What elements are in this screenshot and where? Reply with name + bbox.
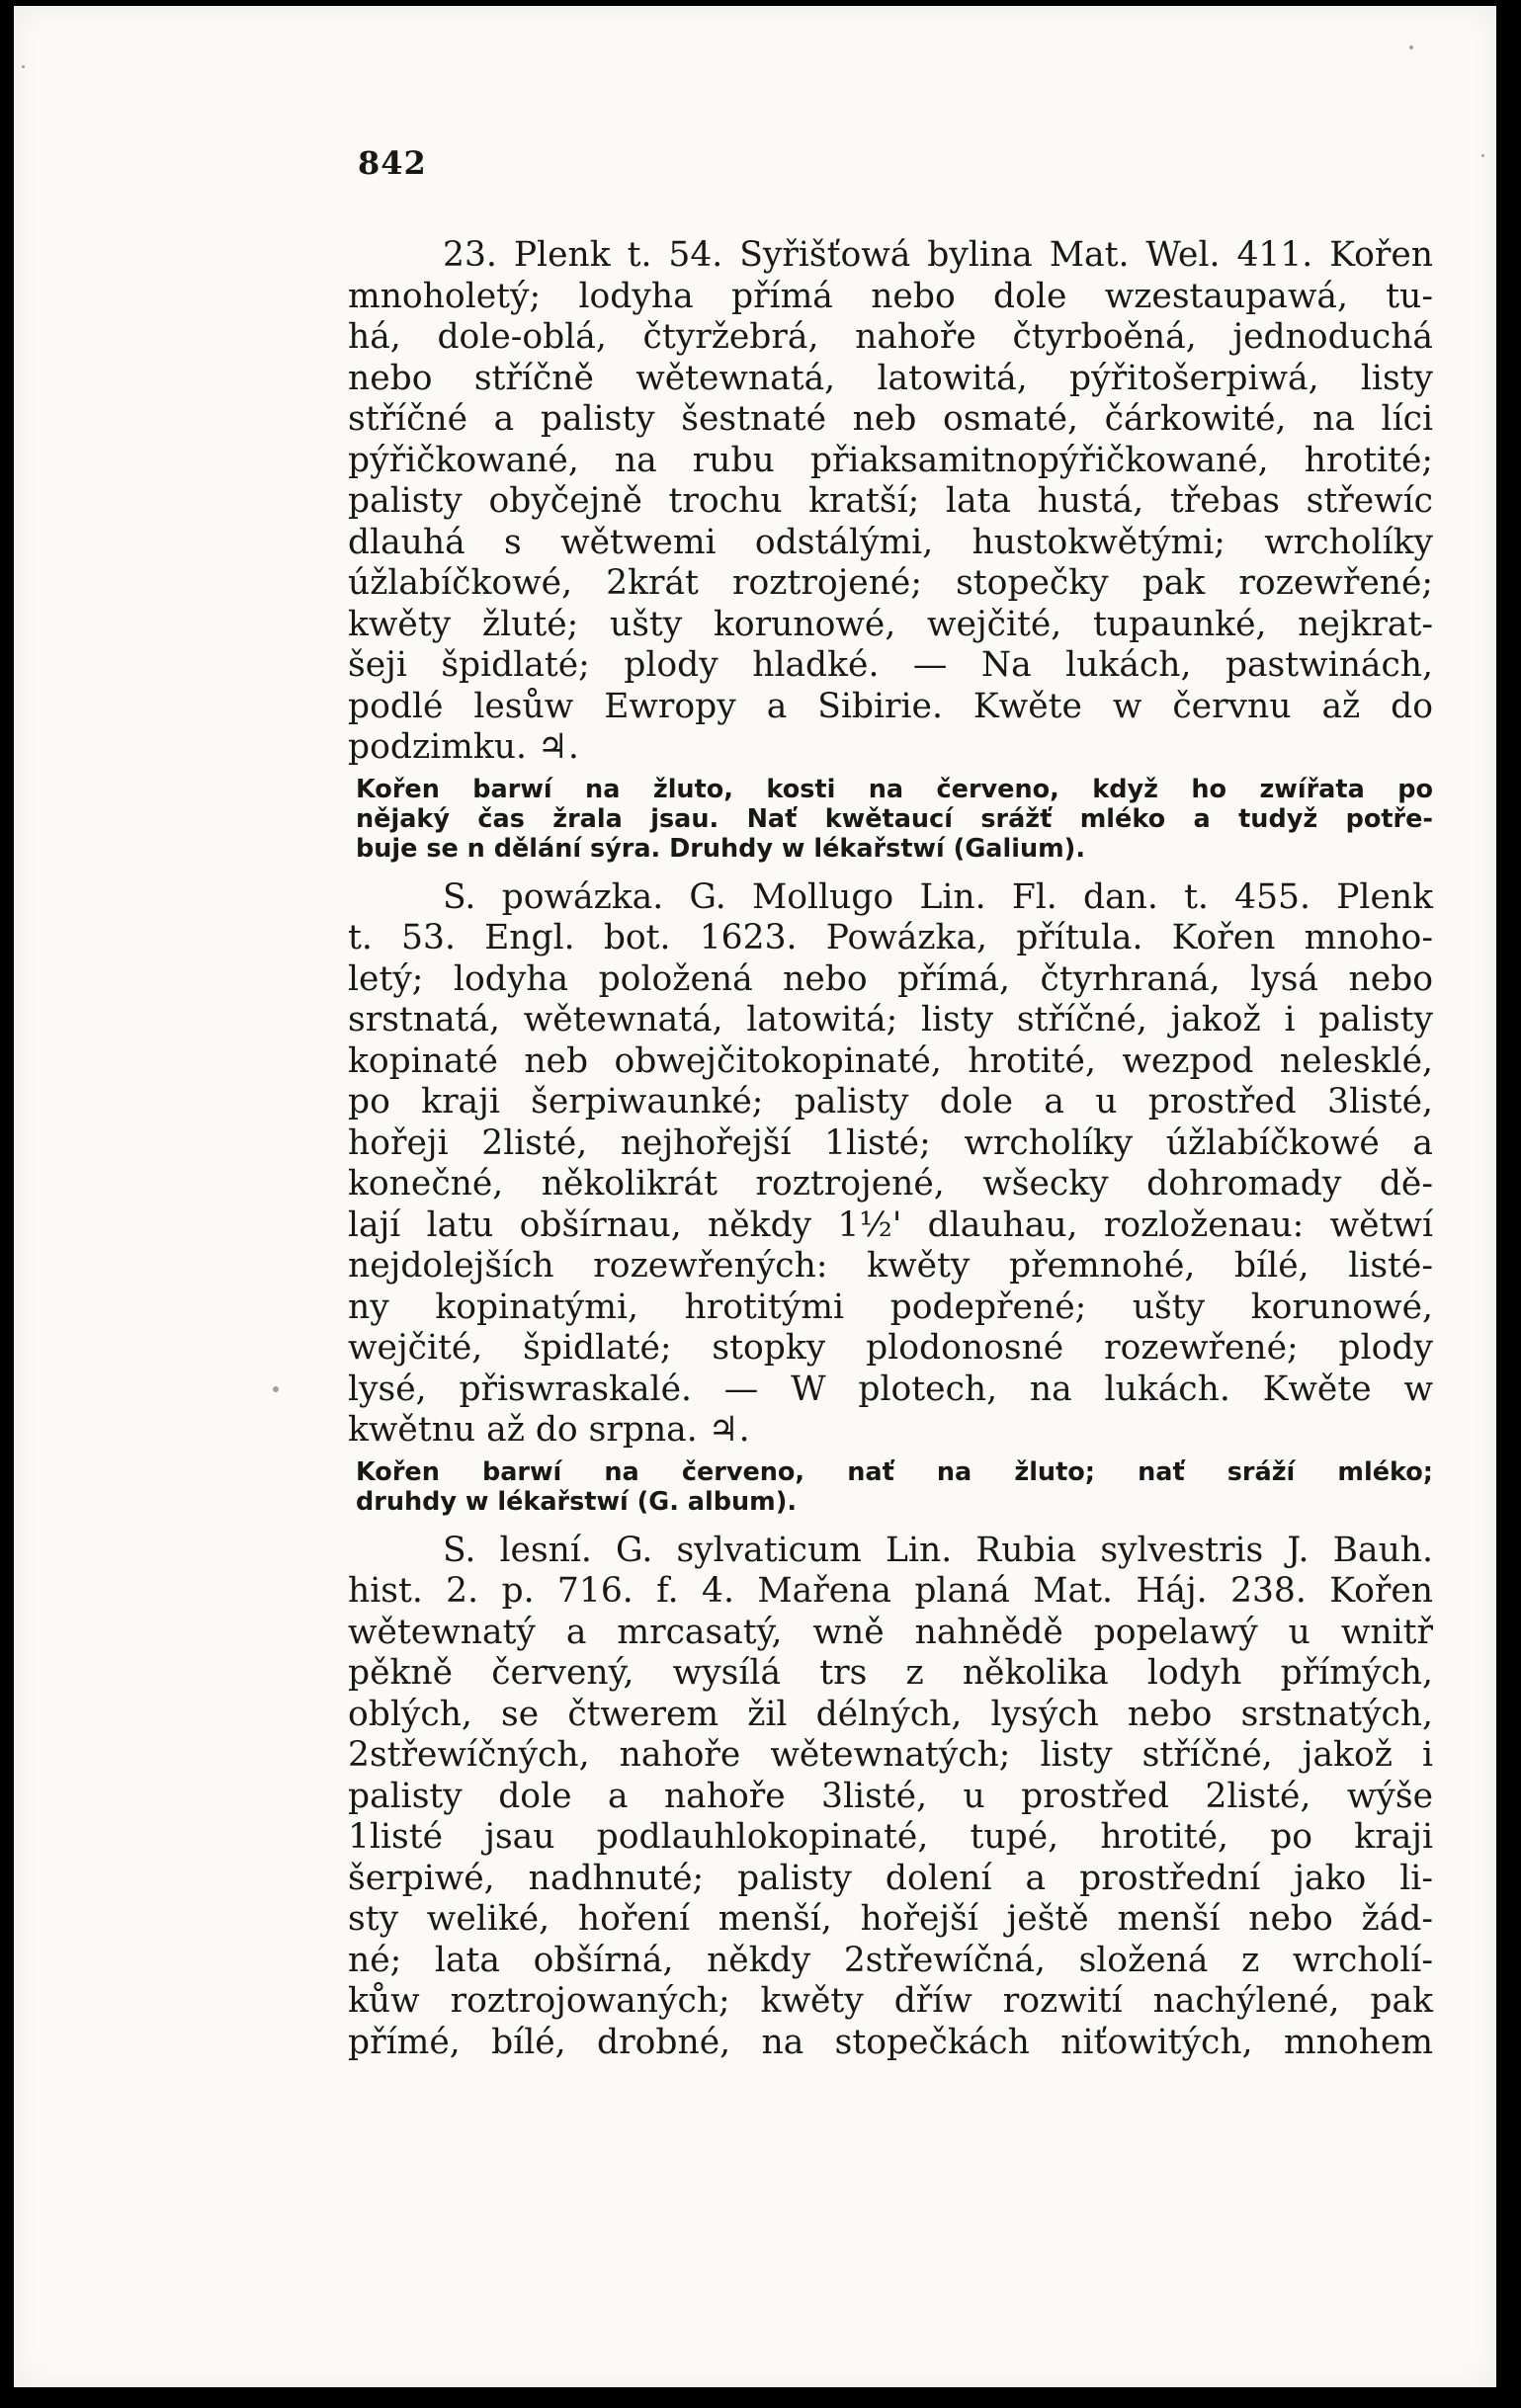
text-line: lají latu obšírnau, někdy 1½' dlauhau, rozloženau: wětwí <box>348 1204 1433 1245</box>
page-text <box>348 144 1433 2063</box>
text-line: šerpiwé, nadhnuté; palisty dolení a prostřední jako li- <box>348 1858 1433 1898</box>
text-line: pýřičkowané, na rubu přiaksamitnopýřičkowané, hrotité; <box>348 440 1433 480</box>
text-line: wejčité, špidlaté; stopky plodonosné rozewřené; plody <box>348 1328 1433 1368</box>
text-line: úžlabíčkowé, 2krát roztrojené; stopečky pak rozewřené; <box>348 563 1433 603</box>
text-line: sty weliké, hoření menší, hořejší ještě menší nebo žád- <box>348 1899 1433 1939</box>
text-line: 2střewíčných, nahoře wětewnatých; listy stříčné, jakož i <box>348 1735 1433 1775</box>
note-line: Kořen barwí na červeno, nať na žluto; nať sráží mléko; <box>356 1456 1433 1487</box>
text-line: 1listé jsau podlauhlokopinaté, tupé, hrotité, po kraji <box>348 1817 1433 1857</box>
note-line: buje se n dělání sýra. Druhdy w lékařstwí (Galium). <box>356 833 1086 864</box>
entry-powazka <box>348 877 1433 1452</box>
text-line: 23. Plenk t. 54. Syřišťowá bylina Mat. Wel. 411. Kořen <box>443 235 1433 275</box>
text-line: dlauhá s wětwemi odstálými, hustokwětými; wrcholíky <box>348 522 1433 562</box>
text-line: přímé, bílé, drobné, na stopečkách niťowitých, mnohem <box>348 2022 1433 2062</box>
note-line: druhdy w lékařstwí (G. album). <box>356 1486 798 1517</box>
text-line: oblých, se čtwerem žil délných, lysých nebo srstnatých, <box>348 1694 1433 1734</box>
text-line: wětewnatý a mrcasatý, wně nahnědě popelawý u wnitř <box>348 1612 1433 1652</box>
note-line: Kořen barwí na žluto, kosti na červeno, když ho zwířata po <box>356 774 1433 804</box>
text-line: ny kopinatými, hrotitými podepřené; ušty korunowé, <box>348 1287 1433 1327</box>
entry-23 <box>348 235 1433 769</box>
text-line: S. powázka. G. Mollugo Lin. Fl. dan. t. 455. Plenk <box>443 876 1433 917</box>
text-line: kwěty žluté; ušty korunowé, wejčité, tupaunké, nejkrat- <box>348 604 1433 644</box>
text-line: kwětnu až do srpna. ♃. <box>348 1410 750 1450</box>
footnote <box>348 1457 1433 1517</box>
text-line: srstnatá, wětewnatá, latowitá; listy stříčné, jakož i palisty <box>348 1000 1433 1039</box>
text-line: stříčné a palisty šestnaté neb osmaté, čárkowité, na líci <box>348 399 1433 439</box>
text-line: po kraji šerpiwaunké; palisty dole a u prostřed 3listé, <box>348 1082 1433 1121</box>
text-line: pěkně červený, wysílá trs z několika lodyh přímých, <box>348 1653 1433 1693</box>
text-line: konečné, několikrát roztrojené, wšecky dohromady dě- <box>348 1164 1433 1204</box>
text-line: letý; lodyha položená nebo přímá, čtyrhraná, lysá nebo <box>348 958 1433 999</box>
text-line: mnoholetý; lodyha přímá nebo dole wzestaupawá, tu- <box>348 276 1433 316</box>
text-line: t. 53. Engl. bot. 1623. Powázka, přítula. Kořen mnoho- <box>348 918 1433 957</box>
text-line: palisty dole a nahoře 3listé, u prostřed 2listé, wýše <box>348 1776 1433 1816</box>
text-line: hist. 2. p. 716. f. 4. Mařena planá Mat. Háj. 238. Kořen <box>348 1571 1433 1611</box>
text-line: S. lesní. G. sylvaticum Lin. Rubia sylvestris J. Bauh. <box>443 1530 1433 1570</box>
book-page <box>14 6 1496 2387</box>
text-line: kopinaté neb obwejčitokopinaté, hrotité, wezpod nelesklé, <box>348 1040 1433 1081</box>
footnote <box>348 775 1433 864</box>
text-line: kůw roztrojowaných; kwěty dříw rozwití nachýlené, pak <box>348 1981 1433 2021</box>
text-line: hořeji 2listé, nejhořejší 1listé; wrcholíky úžlabíčkowé a <box>348 1122 1433 1163</box>
text-line: lysé, přiswraskalé. — W plotech, na lukách. Kwěte w <box>348 1369 1433 1409</box>
text-line: nejdolejších rozewřených: kwěty přemnohé, bílé, listé- <box>348 1246 1433 1286</box>
text-line: palisty obyčejně trochu kratší; lata hustá, třebas střewíc <box>348 481 1433 521</box>
text-line: podzimku. ♃. <box>348 727 579 767</box>
entry-lesni <box>348 1531 1433 2064</box>
text-line: šeji špidlaté; plody hladké. — Na lukách, pastwinách, <box>348 645 1433 685</box>
text-line: há, dole-oblá, čtyržebrá, nahoře čtyrboěná, jednoduchá <box>348 317 1433 357</box>
text-line: nebo stříčně wětewnatá, latowitá, pýřitošerpiwá, listy <box>348 358 1433 398</box>
text-line: né; lata obšírná, někdy 2střewíčná, složená z wrcholí- <box>348 1940 1433 1980</box>
text-line: podlé lesůw Ewropy a Sibirie. Kwěte w červnu až do <box>348 686 1433 726</box>
note-line: nějaký čas žrala jsau. Nať kwětaucí srážť mléko a tudyž potře- <box>356 803 1433 834</box>
page-number: 842 <box>358 144 427 182</box>
